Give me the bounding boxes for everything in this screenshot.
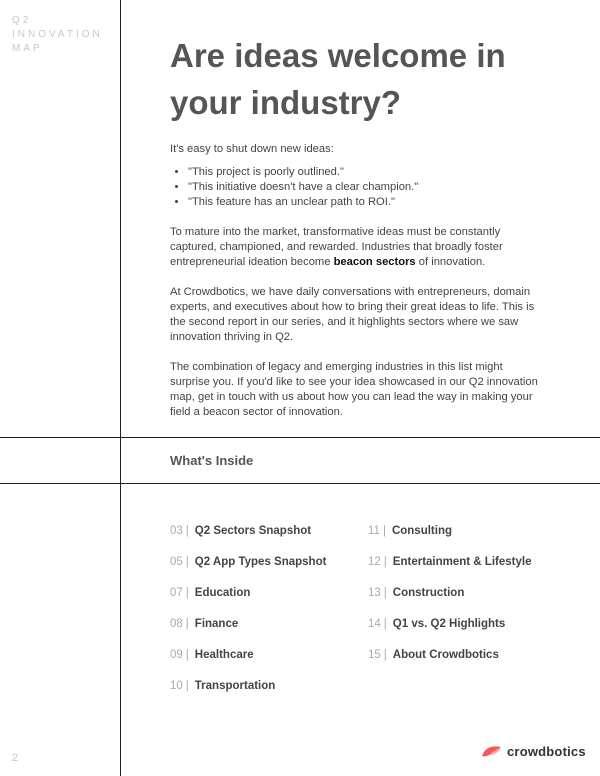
- toc-item[interactable]: [170, 680, 275, 692]
- toc-label: Transportation: [194, 680, 276, 692]
- toc-page-number: 10: [170, 680, 183, 692]
- toc-item[interactable]: [368, 618, 505, 630]
- horizontal-divider-top: [0, 437, 600, 438]
- sidebar-title-line2: INNOVATION: [12, 29, 103, 40]
- toc-item[interactable]: [368, 649, 499, 661]
- sidebar-title-line1: Q2: [12, 15, 32, 26]
- vertical-divider: [120, 0, 121, 776]
- sidebar-title-line3: MAP: [12, 43, 43, 54]
- crowdbotics-logo-text: crowdbotics: [507, 743, 586, 759]
- toc-label: Consulting: [391, 525, 452, 537]
- toc-separator: |: [185, 680, 189, 692]
- paragraph-1-start: To mature into the market, transformative ideas must be constantly captured, championed, and rewarded. Industries that broadly foster entrepreneurial ideation become: [170, 226, 503, 268]
- toc-item[interactable]: [368, 556, 531, 568]
- toc-separator: |: [185, 556, 189, 568]
- toc-item[interactable]: [368, 525, 452, 537]
- toc-separator: |: [185, 649, 189, 661]
- toc-page-number: 14: [368, 618, 381, 630]
- toc-label: Construction: [392, 587, 465, 599]
- toc-separator: |: [185, 587, 189, 599]
- beacon-sectors-emphasis: beacon sectors: [333, 256, 416, 268]
- toc-separator: |: [185, 618, 189, 630]
- toc-item[interactable]: [170, 556, 326, 568]
- intro-text: It's easy to shut down new ideas:: [170, 143, 334, 155]
- list-item: • "This initiative doesn't have a clear champion.": [188, 180, 540, 195]
- whats-inside-heading: What's Inside: [170, 453, 254, 468]
- toc-page-number: 07: [170, 587, 183, 599]
- toc-label: Q1 vs. Q2 Highlights: [392, 618, 506, 630]
- objection-list: [170, 165, 540, 210]
- toc-separator: |: [185, 525, 189, 537]
- toc-label: Finance: [194, 618, 239, 630]
- page-number: 2: [12, 752, 19, 764]
- toc-label: Entertainment & Lifestyle: [392, 556, 532, 568]
- toc-label: Education: [194, 587, 251, 599]
- toc-item[interactable]: [170, 587, 250, 599]
- toc-item[interactable]: [170, 649, 254, 661]
- toc-label: Q2 Sectors Snapshot: [194, 525, 312, 537]
- crowdbotics-logo-icon: [481, 744, 503, 758]
- paragraph-3: The combination of legacy and emerging industries in this list might surprise you. If you'd like to see your idea showcased in our Q2 innovation map, get in touch with us about how you can lead the way in making your field a beacon sector of innovation.: [170, 361, 538, 418]
- toc-item[interactable]: [170, 525, 311, 537]
- paragraph-2: At Crowdbotics, we have daily conversations with entrepreneurs, domain experts, and executives about how to bring their great ideas to life. This is the second report in our series, and it highlights sectors where we saw innovation thriving in Q2.: [170, 286, 535, 343]
- toc-item[interactable]: [170, 618, 238, 630]
- toc-separator: |: [383, 556, 387, 568]
- toc-label: Healthcare: [194, 649, 254, 661]
- toc-page-number: 09: [170, 649, 183, 661]
- toc-page-number: 03: [170, 525, 183, 537]
- list-item: • "This feature has an unclear path to ROI.": [188, 195, 540, 210]
- sidebar-title: [12, 14, 103, 56]
- horizontal-divider-bottom: [0, 483, 600, 484]
- toc-item[interactable]: [368, 587, 464, 599]
- toc-separator: |: [383, 618, 387, 630]
- toc-label: Q2 App Types Snapshot: [194, 556, 327, 568]
- toc-page-number: 13: [368, 587, 381, 599]
- toc-page-number: 15: [368, 649, 381, 661]
- toc-separator: |: [382, 525, 386, 537]
- toc-separator: |: [383, 649, 387, 661]
- paragraph-1-end: of innovation.: [415, 256, 486, 268]
- page-title: Are ideas welcome in your industry?: [170, 37, 506, 121]
- toc-label: About Crowdbotics: [392, 649, 499, 661]
- body-text: [170, 142, 540, 435]
- toc-page-number: 05: [170, 556, 183, 568]
- toc-page-number: 11: [368, 525, 380, 537]
- list-item: • "This project is poorly outlined.": [188, 165, 540, 180]
- crowdbotics-logo: [481, 741, 586, 761]
- toc-separator: |: [383, 587, 387, 599]
- toc-page-number: 08: [170, 618, 183, 630]
- paragraph-1: [170, 225, 540, 270]
- toc-page-number: 12: [368, 556, 381, 568]
